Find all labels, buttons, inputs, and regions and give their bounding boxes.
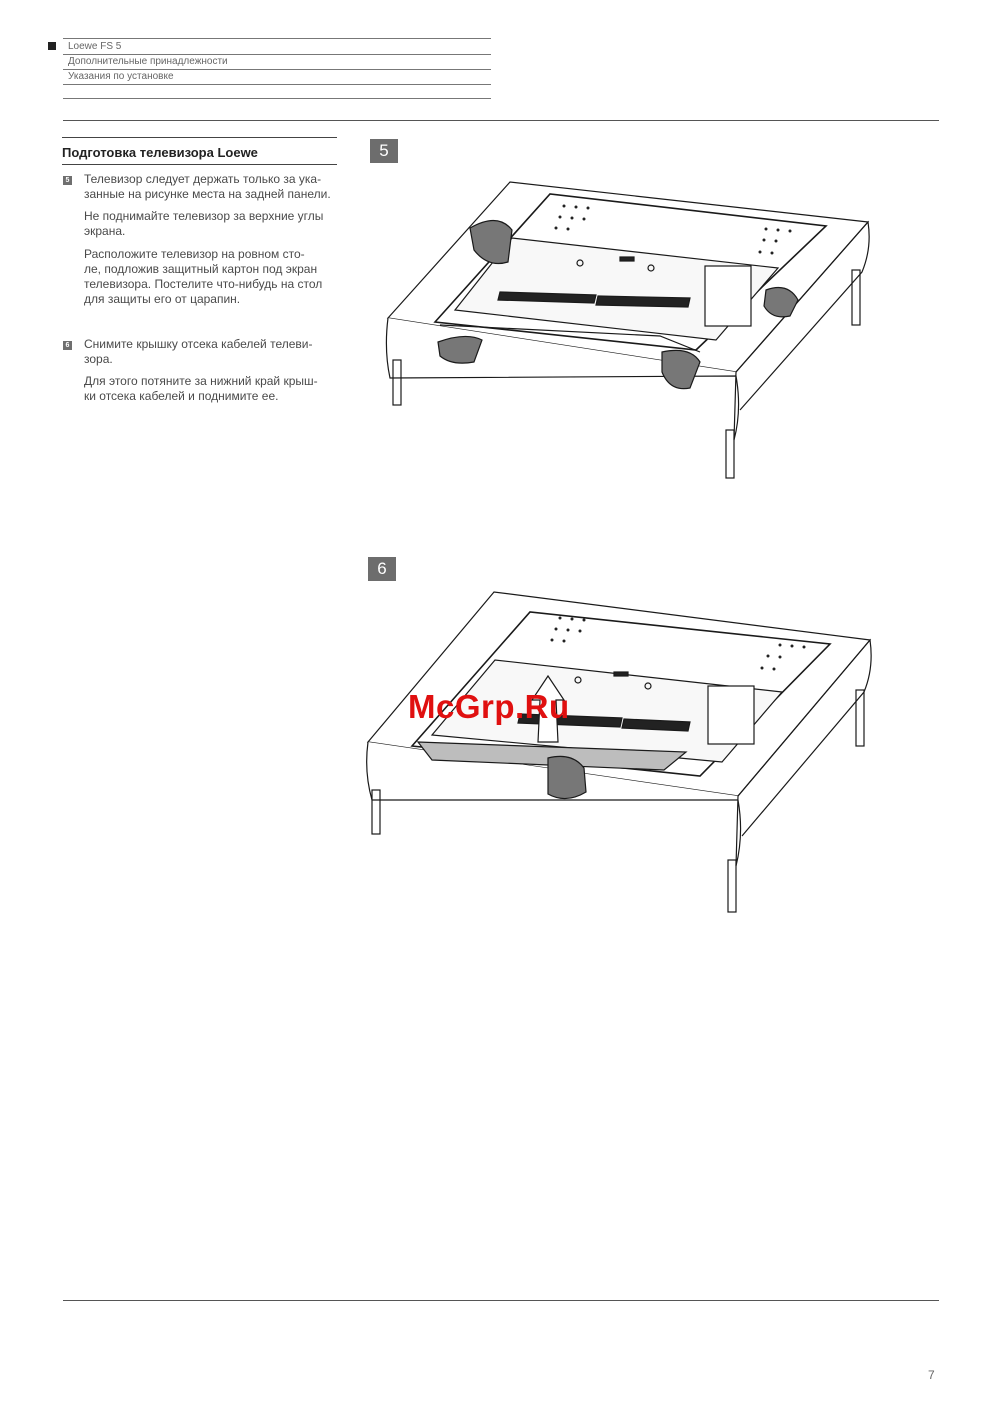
breadcrumb-item-product: Loewe FS 5 bbox=[68, 41, 122, 52]
step-number-badge: 6 bbox=[63, 341, 72, 350]
watermark-text: McGrp.Ru bbox=[408, 688, 570, 725]
step-5-paragraph-3: Расположите телевизор на ровном сто- ле, подложив защитный картон под экран телевизора. Постелите что-нибудь на стол для защиты его от царапин. bbox=[84, 247, 323, 306]
breadcrumb-item-accessories: Дополнительные принадлежности bbox=[68, 56, 228, 67]
step-number-badge: 5 bbox=[63, 176, 72, 185]
section-title: Подготовка телевизора Loewe bbox=[62, 145, 258, 160]
footer-divider bbox=[63, 1300, 939, 1301]
page-number: 7 bbox=[928, 1368, 935, 1382]
step-5-paragraph-2: Не поднимайте телевизор за верхние углы экрана. bbox=[84, 209, 324, 238]
step-6-paragraph-2: Для этого потяните за нижний край крыш- ки отсека кабелей и поднимите ее. bbox=[84, 374, 318, 403]
step-6-paragraph-1: Снимите крышку отсека кабелей телеви- зора. bbox=[84, 337, 313, 366]
breadcrumb-item-installation: Указания по установке bbox=[68, 71, 174, 82]
figure-label-badge: 6 bbox=[368, 557, 396, 581]
figure-label-badge: 5 bbox=[370, 139, 398, 163]
step-5-paragraph-1: Телевизор следует держать только за ука- занные на рисунке места на задней панели. bbox=[84, 172, 331, 201]
